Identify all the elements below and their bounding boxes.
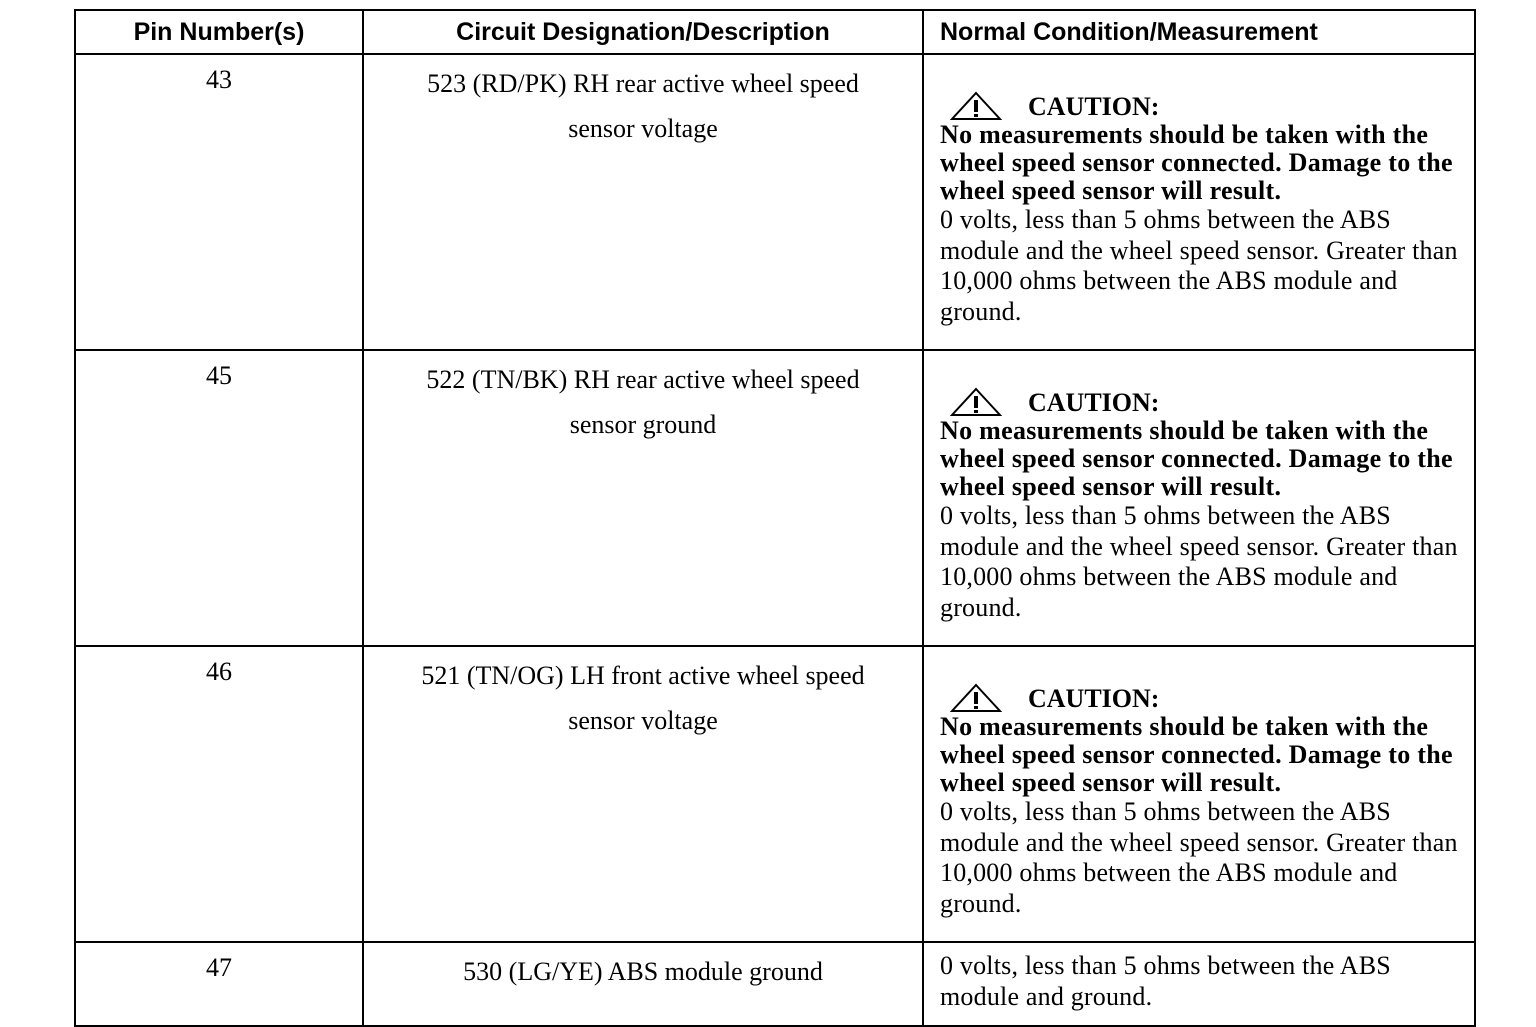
normal-condition <box>923 646 1475 942</box>
caution-heading <box>940 387 1464 417</box>
circuit-line: 530 (LG/YE) ABS module ground <box>463 957 823 986</box>
circuit-line: sensor voltage <box>568 114 718 143</box>
circuit-line: 521 (TN/OG) LH front active wheel speed <box>421 661 865 690</box>
warning-triangle-icon <box>950 683 1002 713</box>
circuit-description <box>363 646 923 942</box>
caution-heading <box>940 683 1464 713</box>
normal-condition <box>923 350 1475 646</box>
table-row <box>75 54 1475 350</box>
caution-heading <box>940 91 1464 121</box>
measurement-text: 0 volts, less than 5 ohms between the ABS module and ground. <box>940 951 1391 1011</box>
circuit-line: sensor voltage <box>568 706 718 735</box>
caution-text: No measurements should be taken with the wheel speed sensor connected. Damage to the wheel speed sensor will result. <box>940 416 1453 501</box>
warning-triangle-icon <box>950 387 1002 417</box>
warning-triangle-icon <box>950 91 1002 121</box>
measurement-text: 0 volts, less than 5 ohms between the ABS module and the wheel speed sensor. Greater than 10,000 ohms between the ABS module and ground. <box>940 797 1458 918</box>
pin-number: 47 <box>75 942 363 1026</box>
header-pin-numbers: Pin Number(s) <box>75 10 363 54</box>
circuit-description <box>363 54 923 350</box>
caution-label: CAUTION: <box>1028 388 1160 417</box>
table-row <box>75 646 1475 942</box>
circuit-line: 523 (RD/PK) RH rear active wheel speed <box>427 69 859 98</box>
table-row <box>75 942 1475 1026</box>
normal-condition <box>923 942 1475 1026</box>
pin-number: 43 <box>75 54 363 350</box>
pin-number: 45 <box>75 350 363 646</box>
caution-label: CAUTION: <box>1028 92 1160 121</box>
normal-condition <box>923 54 1475 350</box>
header-row <box>75 10 1475 54</box>
circuit-description <box>363 942 923 1026</box>
circuit-line: sensor ground <box>569 410 717 439</box>
circuit-description <box>363 350 923 646</box>
caution-label: CAUTION: <box>1028 684 1160 713</box>
circuit-line: 522 (TN/BK) RH rear active wheel speed <box>426 365 860 394</box>
header-normal-condition: Normal Condition/Measurement <box>923 10 1475 54</box>
measurement-text: 0 volts, less than 5 ohms between the ABS module and the wheel speed sensor. Greater than 10,000 ohms between the ABS module and ground. <box>940 501 1458 622</box>
pin-number: 46 <box>75 646 363 942</box>
header-circuit-description: Circuit Designation/Description <box>363 10 923 54</box>
pin-chart-table <box>74 9 1476 1027</box>
measurement-text: 0 volts, less than 5 ohms between the ABS module and the wheel speed sensor. Greater than 10,000 ohms between the ABS module and ground. <box>940 205 1458 326</box>
caution-text: No measurements should be taken with the wheel speed sensor connected. Damage to the wheel speed sensor will result. <box>940 712 1453 797</box>
caution-text: No measurements should be taken with the wheel speed sensor connected. Damage to the wheel speed sensor will result. <box>940 120 1453 205</box>
table-row <box>75 350 1475 646</box>
